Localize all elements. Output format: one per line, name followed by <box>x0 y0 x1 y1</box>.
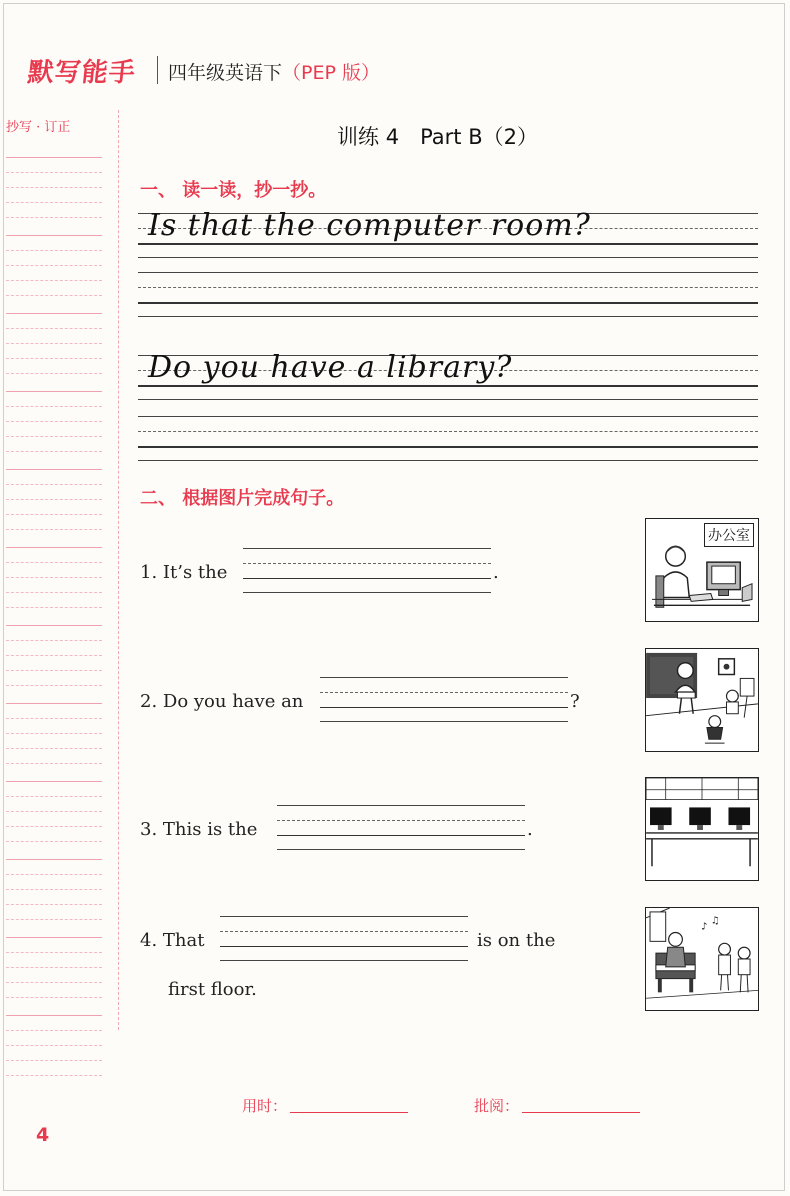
margin-line <box>6 796 102 797</box>
answer-line-2[interactable] <box>320 677 568 722</box>
model-sentence-1: Is that the computer room? <box>148 208 591 243</box>
margin-line <box>6 235 102 236</box>
margin-line <box>6 451 102 452</box>
office-label: 办公室 <box>704 523 754 547</box>
margin-line <box>6 1015 102 1016</box>
answer-line-3[interactable] <box>277 805 525 850</box>
book-title <box>168 58 380 85</box>
svg-text:♪: ♪ <box>701 921 708 933</box>
margin-line <box>6 1060 102 1061</box>
writing-grid[interactable] <box>138 272 758 317</box>
lesson-title: 训练 4 Part B（2） <box>337 125 538 149</box>
margin-line <box>6 358 102 359</box>
computer-room-picture <box>645 777 759 881</box>
svg-text:♫: ♫ <box>710 915 720 927</box>
margin-line <box>6 265 102 266</box>
margin-line <box>6 295 102 296</box>
page-number: 4 <box>36 1124 50 1146</box>
margin-line <box>6 733 102 734</box>
margin-line <box>6 952 102 953</box>
music-room-picture <box>645 907 759 1011</box>
margin-line <box>6 547 102 548</box>
margin-line <box>6 874 102 875</box>
answer-line-1[interactable] <box>243 548 491 593</box>
margin-line <box>6 841 102 842</box>
margin-line <box>6 529 102 530</box>
margin-line <box>6 703 102 704</box>
margin-line <box>6 859 102 860</box>
margin-line <box>6 391 102 392</box>
margin-line <box>6 1030 102 1031</box>
margin-line <box>6 250 102 251</box>
margin-line <box>6 187 102 188</box>
margin-line <box>6 718 102 719</box>
margin-line <box>6 811 102 812</box>
margin-line <box>6 406 102 407</box>
question-3-suffix: . <box>527 819 533 840</box>
margin-line <box>6 202 102 203</box>
margin-line <box>6 499 102 500</box>
model-sentence-2: Do you have a library? <box>148 350 513 385</box>
margin-line <box>6 607 102 608</box>
margin-line <box>6 937 102 938</box>
margin-line <box>6 904 102 905</box>
margin-line <box>6 562 102 563</box>
review-input-line[interactable] <box>522 1112 640 1113</box>
question-4-line2: first floor. <box>168 979 257 1000</box>
margin-line <box>6 670 102 671</box>
margin-line <box>6 514 102 515</box>
time-label: 用时： <box>242 1097 288 1115</box>
margin-line <box>6 592 102 593</box>
review-label: 批阅： <box>474 1097 520 1115</box>
margin-line <box>6 889 102 890</box>
art-room-picture <box>645 648 759 752</box>
margin-line <box>6 1075 102 1076</box>
question-2-suffix: ? <box>570 691 580 712</box>
office-picture <box>645 518 759 622</box>
margin-line <box>6 373 102 374</box>
margin-line <box>6 763 102 764</box>
margin-line <box>6 328 102 329</box>
margin-line <box>6 577 102 578</box>
section1-title: 一、 读一读，抄一抄。 <box>140 180 327 201</box>
question-3-prefix: 3. This is the <box>140 819 258 840</box>
margin-line <box>6 1045 102 1046</box>
margin-line <box>6 313 102 314</box>
margin-line <box>6 640 102 641</box>
question-4-prefix: 4. That <box>140 930 205 951</box>
margin-line <box>6 436 102 437</box>
brand-logo: 默写能手 <box>26 58 138 88</box>
margin-line <box>6 343 102 344</box>
margin-line <box>6 157 102 158</box>
section2-title: 二、 根据图片完成句子。 <box>140 488 345 509</box>
margin-line <box>6 982 102 983</box>
margin-line <box>6 685 102 686</box>
margin-label: 抄写 · 订正 <box>6 120 71 135</box>
margin-line <box>6 967 102 968</box>
margin-line <box>6 172 102 173</box>
margin-line <box>6 484 102 485</box>
margin-line <box>6 748 102 749</box>
margin-line <box>6 217 102 218</box>
margin-line <box>6 919 102 920</box>
header-divider <box>157 56 158 84</box>
book-title-text: 四年级英语下 <box>168 62 283 84</box>
margin-line <box>6 997 102 998</box>
question-1-prefix: 1. It’s the <box>140 562 228 583</box>
margin-line <box>6 280 102 281</box>
margin-line <box>6 781 102 782</box>
answer-line-4[interactable] <box>220 916 468 961</box>
time-input-line[interactable] <box>290 1112 408 1113</box>
margin-line <box>6 421 102 422</box>
margin-line <box>6 625 102 626</box>
question-2-prefix: 2. Do you have an <box>140 691 304 712</box>
writing-grid[interactable] <box>138 416 758 461</box>
book-edition: （PEP 版） <box>282 62 380 84</box>
margin-line <box>6 655 102 656</box>
margin-line <box>6 826 102 827</box>
question-4-suffix: is on the <box>477 930 556 951</box>
question-1-suffix: . <box>493 562 499 583</box>
margin-divider <box>118 110 119 1030</box>
margin-line <box>6 469 102 470</box>
